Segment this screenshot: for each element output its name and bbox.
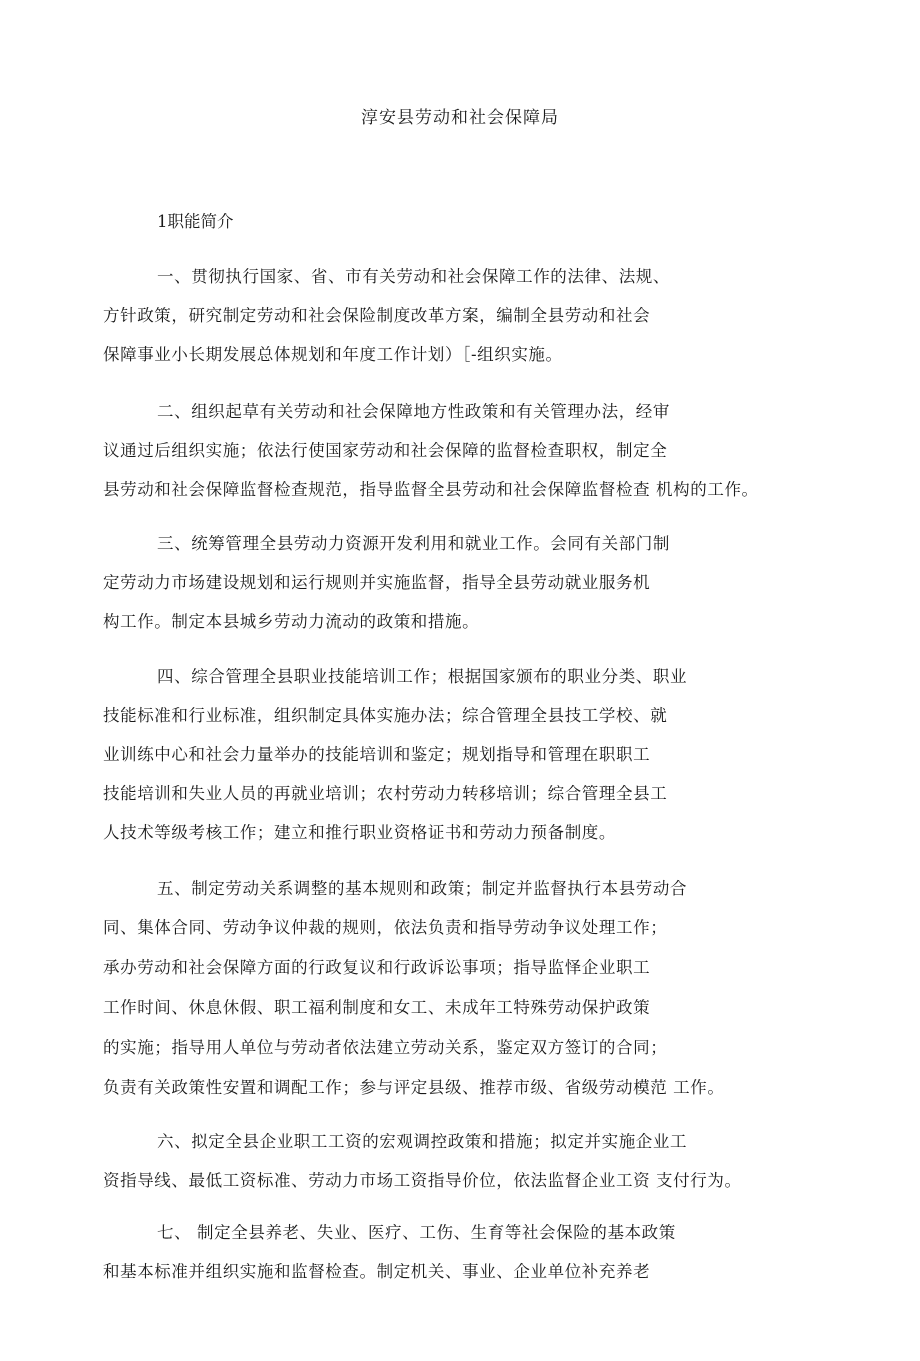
document-title: 淳安县劳动和社会保障局 <box>361 108 559 128</box>
paragraph-line: 六、拟定全县企业职工工资的宏观调控政策和措施；拟定并实施企业工 <box>157 1132 688 1151</box>
paragraph-line: 同、集体合同、劳动争议仲裁的规则，依法负责和指导劳动争议处理工作； <box>103 918 668 937</box>
paragraph-line: 负责有关政策性安置和调配工作；参与评定县级、推荐市级、省级劳动模范 工作。 <box>103 1078 725 1097</box>
paragraph-line: 七、 制定全县养老、失业、医疗、工伤、生育等社会保险的基本政策 <box>157 1223 676 1242</box>
paragraph-line: 四、综合管理全县职业技能培训工作；根据国家颁布的职业分类、职业 <box>157 667 688 686</box>
section-heading: 1职能简介 <box>157 212 234 231</box>
paragraph-line: 的实施；指导用人单位与劳动者依法建立劳动关系，鉴定双方签订的合同； <box>103 1038 668 1057</box>
paragraph-line: 议通过后组织实施；依法行使国家劳动和社会保障的监督检查职权，制定全 <box>103 441 668 460</box>
paragraph-line: 承办劳动和社会保障方面的行政复议和行政诉讼事项；指导监怿企业职工 <box>103 958 651 977</box>
paragraph-line: 工作时间、休息休假、职工福利制度和女工、未成年工特殊劳动保护政策 <box>103 998 651 1017</box>
paragraph-line: 五、制定劳动关系调整的基本规则和政策；制定并监督执行本县劳动合 <box>157 879 688 898</box>
paragraph-line: 定劳动力市场建设规划和运行规则并实施监督，指导全县劳动就业服务机 <box>103 573 651 592</box>
paragraph-line: 保障事业小长期发展总体规划和年度工作计划）［-组织实施。 <box>103 345 563 364</box>
paragraph-line: 县劳动和社会保障监督检查规范，指导监督全县劳动和社会保障监督检查 机构的工作。 <box>103 480 759 499</box>
paragraph-line: 二、组织起草有关劳动和社会保障地方性政策和有关管理办法，经审 <box>157 402 670 421</box>
paragraph-line: 人技术等级考核工作；建立和推行职业资格证书和劳动力预备制度。 <box>103 823 616 842</box>
paragraph-line: 业训练中心和社会力量举办的技能培训和鉴定；规划指导和管理在职职工 <box>103 745 651 764</box>
paragraph-line: 构工作。制定本县城乡劳动力流动的政策和措施。 <box>103 612 480 631</box>
paragraph-line: 一、贯彻执行国家、省、市有关劳动和社会保障工作的法律、法规、 <box>157 267 670 286</box>
paragraph-line: 资指导线、最低工资标准、劳动力市场工资指导价位，依法监督企业工资 支付行为。 <box>103 1171 742 1190</box>
paragraph-line: 技能标准和行业标准，组织制定具体实施办法；综合管理全县技工学校、就 <box>103 706 668 725</box>
paragraph-line: 三、统筹管理全县劳动力资源开发利用和就业工作。会同有关部门制 <box>157 534 670 553</box>
paragraph-line: 和基本标准并组织实施和监督检查。制定机关、事业、企业单位补充养老 <box>103 1262 651 1281</box>
paragraph-line: 技能培训和失业人员的再就业培训；农村劳动力转移培训；综合管理全县工 <box>103 784 668 803</box>
paragraph-line: 方针政策，研究制定劳动和社会保险制度改革方案，编制全县劳动和社会 <box>103 306 651 325</box>
